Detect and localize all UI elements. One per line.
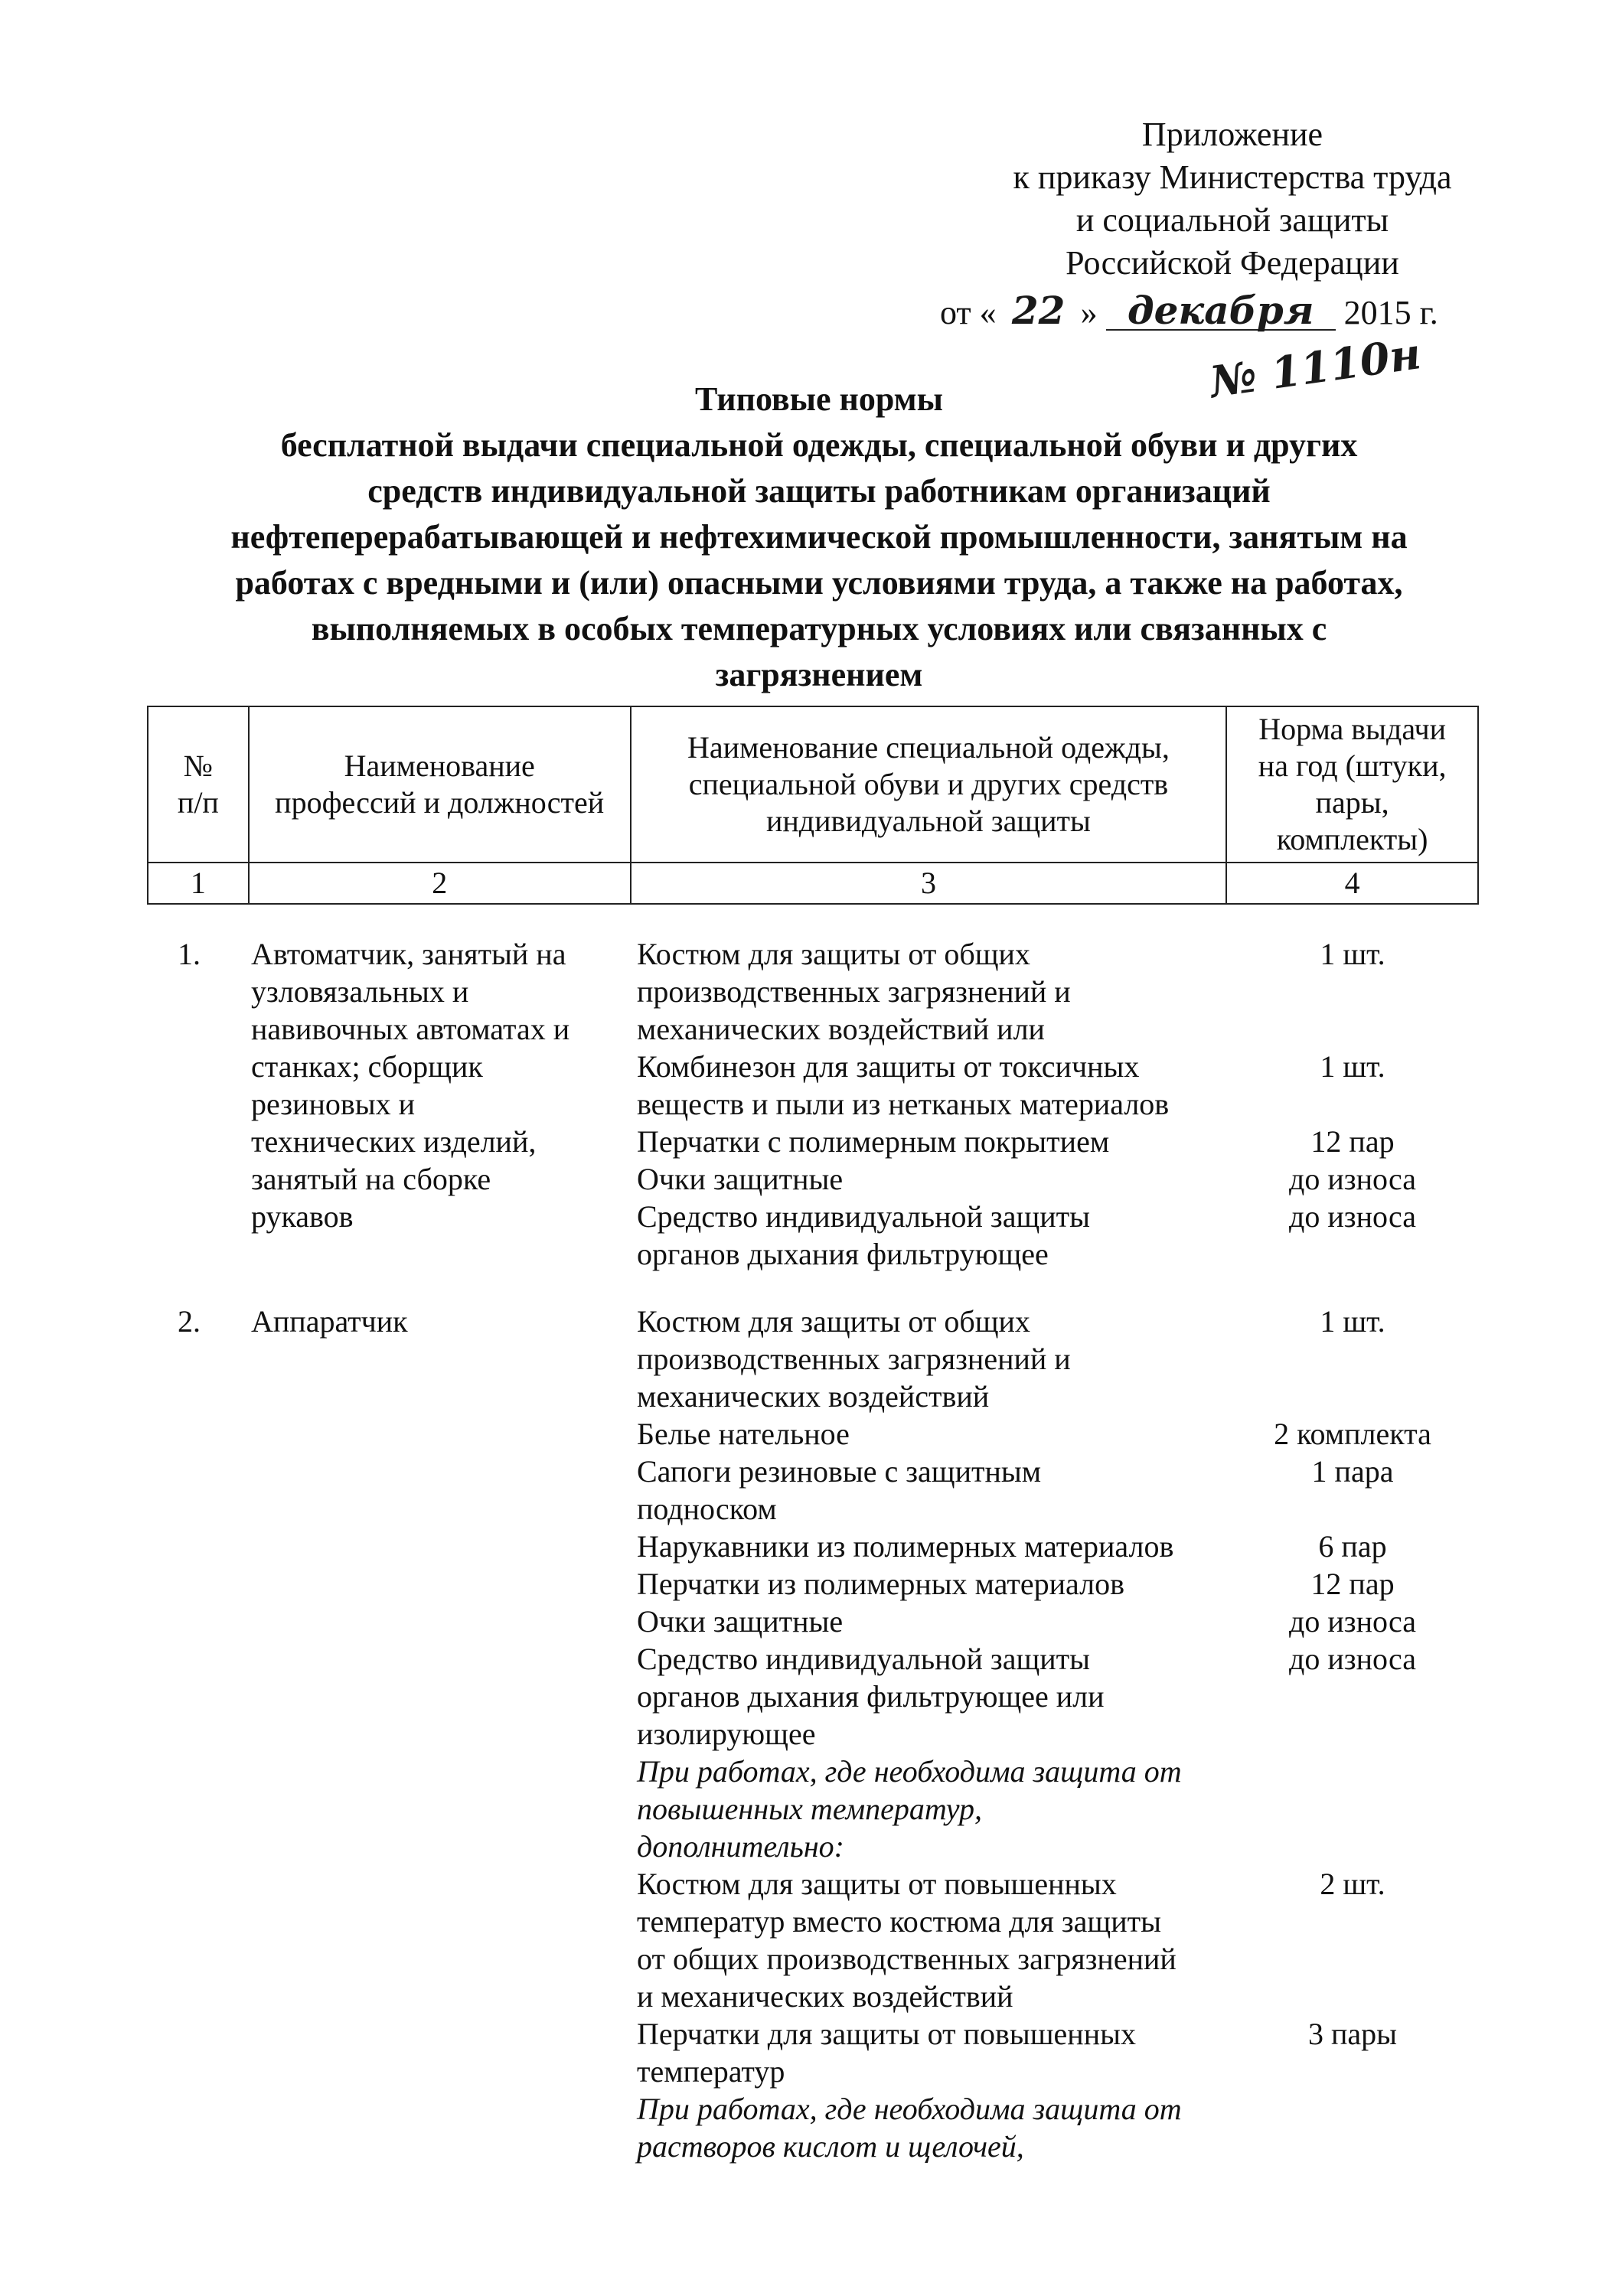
- ppe-quantity: до износа: [1289, 1199, 1416, 1234]
- header-line: к приказу Министерства труда: [1013, 158, 1452, 196]
- item-profession: [251, 935, 618, 1235]
- ppe-row: [637, 1235, 1479, 1273]
- header-text: пары,: [1315, 785, 1389, 820]
- ppe-name: При работах, где необходима защита от: [637, 1754, 1182, 1789]
- ppe-quantity: [1226, 1235, 1479, 1273]
- header-cell-number: [148, 706, 249, 863]
- ppe-quantity: [1226, 2128, 1479, 2165]
- ppe-quantity: [1226, 1753, 1479, 1790]
- title-line: работах с вредными и (или) опасными условиями труда, а также на работах,: [235, 564, 1403, 602]
- ppe-quantity: 12 пар: [1310, 1124, 1395, 1159]
- header-line: Российской Федерации: [1066, 244, 1399, 282]
- ppe-row: [637, 1340, 1479, 1378]
- ppe-row: [637, 1565, 1479, 1603]
- profession-line: станках; сборщик: [251, 1049, 483, 1084]
- ppe-quantity: 1 шт.: [1320, 1049, 1385, 1084]
- ppe-row: [637, 1010, 1479, 1048]
- ppe-row: [637, 1303, 1479, 1340]
- title-line: бесплатной выдачи специальной одежды, специальной обуви и других: [280, 426, 1358, 464]
- ppe-quantity: [1226, 2053, 1479, 2090]
- ppe-row: [637, 1048, 1479, 1085]
- ppe-quantity: 12 пар: [1310, 1567, 1395, 1601]
- ppe-row: [637, 1940, 1479, 1978]
- ppe-row: [637, 1123, 1479, 1160]
- header-text: индивидуальной защиты: [765, 804, 1091, 838]
- date-year: 2015 г.: [1343, 294, 1438, 331]
- document-title: [138, 377, 1500, 698]
- ppe-row: [637, 2015, 1479, 2053]
- ppe-name: производственных загрязнений и: [637, 1342, 1071, 1376]
- ppe-name: органов дыхания фильтрующее: [637, 1237, 1049, 1271]
- ppe-name: Костюм для защиты от повышенных: [637, 1867, 1117, 1901]
- ppe-quantity: [1226, 1490, 1479, 1528]
- header-line: и социальной защиты: [1075, 201, 1389, 239]
- ppe-quantity: [1226, 1828, 1479, 1865]
- column-number-cell: 4: [1226, 863, 1478, 904]
- title-line: выполняемых в особых температурных условиях или связанных с: [311, 610, 1327, 647]
- ppe-row: [637, 1453, 1479, 1490]
- ppe-row: [637, 1715, 1479, 1753]
- ppe-name: Очки защитные: [637, 1162, 844, 1196]
- ppe-row: [637, 1160, 1479, 1198]
- ppe-name: Белье нательное: [637, 1417, 850, 1451]
- ppe-name: от общих производственных загрязнений: [637, 1942, 1177, 1976]
- ppe-quantity: [1226, 1790, 1479, 1828]
- ppe-quantity: [1226, 1010, 1479, 1048]
- ppe-quantity: [1226, 973, 1479, 1010]
- ppe-name: температур вместо костюма для защиты: [637, 1904, 1161, 1939]
- header-text: Норма выдачи: [1258, 712, 1447, 746]
- ppe-name: Костюм для защиты от общих: [637, 1304, 1030, 1339]
- item-number: 1.: [178, 937, 201, 971]
- ppe-name: При работах, где необходима защита от: [637, 2092, 1182, 2126]
- ppe-row: [637, 1603, 1479, 1640]
- profession-line: Аппаратчик: [251, 1304, 408, 1339]
- item-ppe-list: [637, 935, 1479, 1273]
- ppe-row: [637, 973, 1479, 1010]
- ppe-row: [637, 1085, 1479, 1123]
- header-cell-norm: [1226, 706, 1478, 863]
- ppe-quantity: 1 шт.: [1320, 937, 1385, 971]
- ppe-quantity: 3 пары: [1307, 2017, 1398, 2051]
- ppe-row: [637, 1378, 1479, 1415]
- ppe-quantity: [1226, 1940, 1479, 1978]
- ppe-row: [637, 1903, 1479, 1940]
- ppe-name: Костюм для защиты от общих: [637, 937, 1030, 971]
- ppe-quantity: [1226, 1903, 1479, 1940]
- ppe-row: [637, 1490, 1479, 1528]
- ppe-name: Перчатки с полимерным покрытием: [637, 1124, 1110, 1159]
- profession-line: занятый на сборке: [251, 1162, 491, 1196]
- ppe-name: Перчатки из полимерных материалов: [637, 1567, 1124, 1601]
- ppe-name: Сапоги резиновые с защитным: [637, 1454, 1042, 1489]
- ppe-name: изолирующее: [637, 1717, 816, 1751]
- ppe-row: [637, 1678, 1479, 1715]
- ppe-name: производственных загрязнений и: [637, 974, 1071, 1009]
- order-number-handwritten: № 1110н: [1206, 328, 1425, 408]
- ppe-quantity: [1226, 1678, 1479, 1715]
- ppe-quantity: [1226, 1378, 1479, 1415]
- ppe-name: механических воздействий или: [637, 1012, 1045, 1046]
- date-mid: »: [1080, 294, 1098, 331]
- appendix-header: [942, 113, 1523, 285]
- ppe-quantity: 2 шт.: [1320, 1867, 1385, 1901]
- profession-line: технических изделий,: [251, 1124, 537, 1159]
- title-line: средств индивидуальной защиты работникам организаций: [367, 472, 1271, 510]
- ppe-name: Средство индивидуальной защиты: [637, 1642, 1091, 1676]
- header-line: Приложение: [1141, 116, 1323, 153]
- header-text: на год (штуки,: [1258, 748, 1447, 783]
- ppe-quantity: [1226, 2090, 1479, 2128]
- ppe-quantity: 2 комплекта: [1274, 1417, 1431, 1451]
- ppe-name: и механических воздействий: [637, 1979, 1013, 2014]
- ppe-name: органов дыхания фильтрующее или: [637, 1679, 1105, 1714]
- ppe-name: подноском: [637, 1492, 777, 1526]
- item-profession: [251, 1303, 618, 1340]
- ppe-row: [637, 1640, 1479, 1678]
- ppe-name: Очки защитные: [637, 1604, 844, 1639]
- ppe-quantity: [1226, 1340, 1479, 1378]
- ppe-row: [637, 1528, 1479, 1565]
- ppe-quantity: до износа: [1289, 1642, 1416, 1676]
- ppe-name: растворов кислот и щелочей,: [637, 2129, 1024, 2164]
- ppe-name: веществ и пыли из нетканых материалов: [637, 1087, 1170, 1121]
- ppe-row: [637, 1865, 1479, 1903]
- ppe-quantity: [1226, 1978, 1479, 2015]
- title-line: загрязнением: [715, 656, 923, 693]
- ppe-quantity: 6 пар: [1318, 1529, 1387, 1564]
- item-ppe-list: [637, 1303, 1479, 2165]
- ppe-quantity: 1 пара: [1311, 1454, 1394, 1489]
- header-text: профессий и должностей: [275, 785, 605, 820]
- norms-table-header: [147, 706, 1479, 905]
- profession-line: Автоматчик, занятый на: [251, 937, 566, 971]
- ppe-name: температур: [637, 2054, 785, 2089]
- column-number-cell: 3: [631, 863, 1227, 904]
- ppe-name: Средство индивидуальной защиты: [637, 1199, 1091, 1234]
- ppe-name: Комбинезон для защиты от токсичных: [637, 1049, 1140, 1084]
- ppe-name: дополнительно:: [637, 1829, 844, 1864]
- ppe-name: Перчатки для защиты от повышенных: [637, 2017, 1136, 2051]
- condition-note-row: [637, 2090, 1479, 2128]
- ppe-row: [637, 1978, 1479, 2015]
- ppe-name: повышенных температур,: [637, 1792, 982, 1826]
- title-line: Типовые нормы: [695, 380, 943, 418]
- condition-note-row: [637, 1828, 1479, 1865]
- order-date: [940, 289, 1552, 334]
- ppe-row: [637, 935, 1479, 973]
- header-cell-profession: [249, 706, 631, 863]
- profession-line: резиновых и: [251, 1087, 416, 1121]
- title-line: нефтеперерабатывающей и нефтехимической промышленности, занятым на: [230, 518, 1408, 556]
- ppe-name: механических воздействий: [637, 1379, 990, 1414]
- profession-line: узловязальных и: [251, 974, 469, 1009]
- item-number: 2.: [178, 1304, 201, 1339]
- header-text: специальной обуви и других средств: [688, 767, 1169, 801]
- condition-note-row: [637, 1753, 1479, 1790]
- date-day-handwritten: 22: [1011, 288, 1066, 333]
- header-text: №: [183, 748, 213, 783]
- condition-note-row: [637, 1790, 1479, 1828]
- ppe-quantity: до износа: [1289, 1604, 1416, 1639]
- header-text: комплекты): [1276, 822, 1428, 856]
- date-month-handwritten: декабря: [1106, 292, 1336, 331]
- ppe-quantity: 1 шт.: [1320, 1304, 1385, 1339]
- ppe-row: [637, 1415, 1479, 1453]
- ppe-row: [637, 1198, 1479, 1235]
- profession-line: навивочных автоматах и: [251, 1012, 570, 1046]
- header-text: п/п: [177, 785, 219, 820]
- ppe-row: [637, 2053, 1479, 2090]
- header-text: Наименование: [344, 748, 535, 783]
- header-text: Наименование специальной одежды,: [687, 730, 1170, 765]
- header-cell-ppe: [631, 706, 1227, 863]
- column-number-cell: 2: [249, 863, 631, 904]
- ppe-quantity: [1226, 1085, 1479, 1123]
- column-number-cell: 1: [148, 863, 249, 904]
- ppe-quantity: до износа: [1289, 1162, 1416, 1196]
- condition-note-row: [637, 2128, 1479, 2165]
- ppe-name: Нарукавники из полимерных материалов: [637, 1529, 1174, 1564]
- date-prefix: от «: [940, 294, 997, 331]
- profession-line: рукавов: [251, 1199, 354, 1234]
- ppe-quantity: [1226, 1715, 1479, 1753]
